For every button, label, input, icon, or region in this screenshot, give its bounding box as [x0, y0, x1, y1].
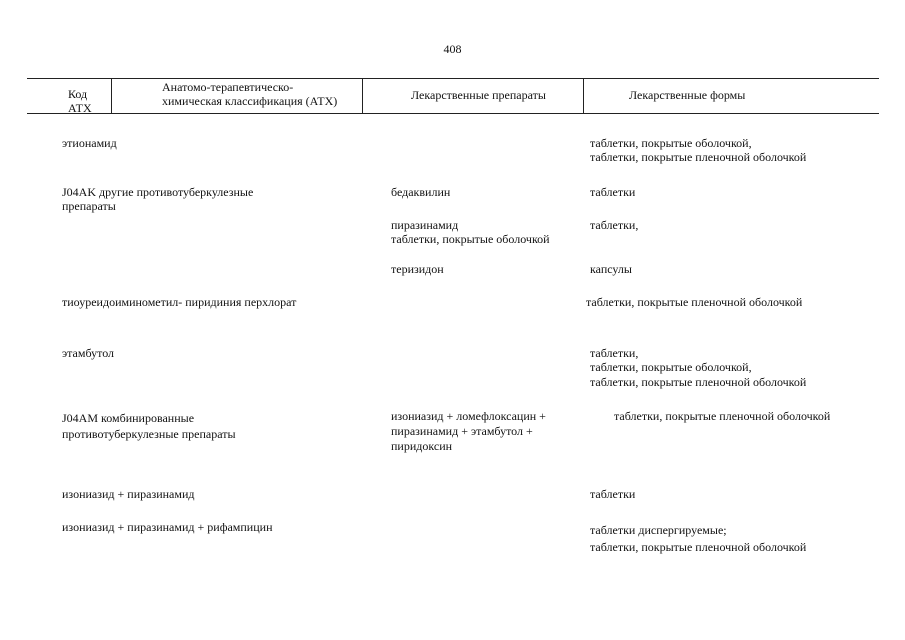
row-form: таблетки, [590, 346, 639, 360]
row-form: таблетки, покрытые оболочкой, [590, 136, 752, 150]
row-name: этамбутол [62, 346, 115, 360]
row-name: изониазид + пиразинамид + рифампицин [62, 520, 273, 534]
header-atc-line1: Анатомо-терапевтическо- [162, 80, 294, 94]
atc-group-code: J04AK другие противотуберкулезные [62, 185, 254, 199]
header-bottom-rule [27, 113, 879, 114]
column-divider [362, 79, 363, 113]
row-drug: теризидон [391, 262, 444, 276]
row-form: таблетки, покрытые оболочкой, [590, 360, 752, 374]
atc-group-name: препараты [62, 199, 116, 213]
row-form: таблетки, покрытые пленочной оболочкой [586, 295, 803, 309]
row-form: таблетки, покрытые пленочной оболочкой [614, 409, 831, 423]
row-name: тиоуреидоиминометил- пиридиния перхлорат [62, 295, 297, 309]
row-form: таблетки, покрытые пленочной оболочкой [590, 540, 807, 554]
row-drug: пиразинамид [391, 218, 459, 232]
row-form: таблетки, [590, 218, 639, 232]
row-form: таблетки, покрытые пленочной оболочкой [590, 150, 807, 164]
row-name: этионамид [62, 136, 117, 150]
row-drug: пиридоксин [391, 439, 453, 453]
atc-group-name: противотуберкулезные препараты [62, 427, 236, 441]
header-code-line1: Код [68, 87, 88, 101]
page-number: 408 [443, 42, 462, 56]
column-divider [583, 79, 584, 113]
header-top-rule [27, 78, 879, 79]
row-form: капсулы [590, 262, 632, 276]
row-form: таблетки диспергируемые; [590, 523, 727, 537]
row-form: таблетки [590, 487, 636, 501]
row-drug: таблетки, покрытые оболочкой [391, 232, 550, 246]
row-drug: пиразинамид + этамбутол + [391, 424, 533, 438]
row-name: изониазид + пиразинамид [62, 487, 195, 501]
row-form: таблетки [590, 185, 636, 199]
row-drug: изониазид + ломефлоксацин + [391, 409, 546, 423]
header-atc-line2: химическая классификация (АТХ) [162, 94, 338, 108]
row-drug: бедаквилин [391, 185, 451, 199]
header-forms: Лекарственные формы [629, 88, 746, 102]
header-code-line2: АТХ [68, 101, 92, 115]
header-drugs: Лекарственные препараты [411, 88, 546, 102]
atc-group-code: J04AM комбинированные [62, 411, 195, 425]
row-form: таблетки, покрытые пленочной оболочкой [590, 375, 807, 389]
column-divider [111, 79, 112, 113]
